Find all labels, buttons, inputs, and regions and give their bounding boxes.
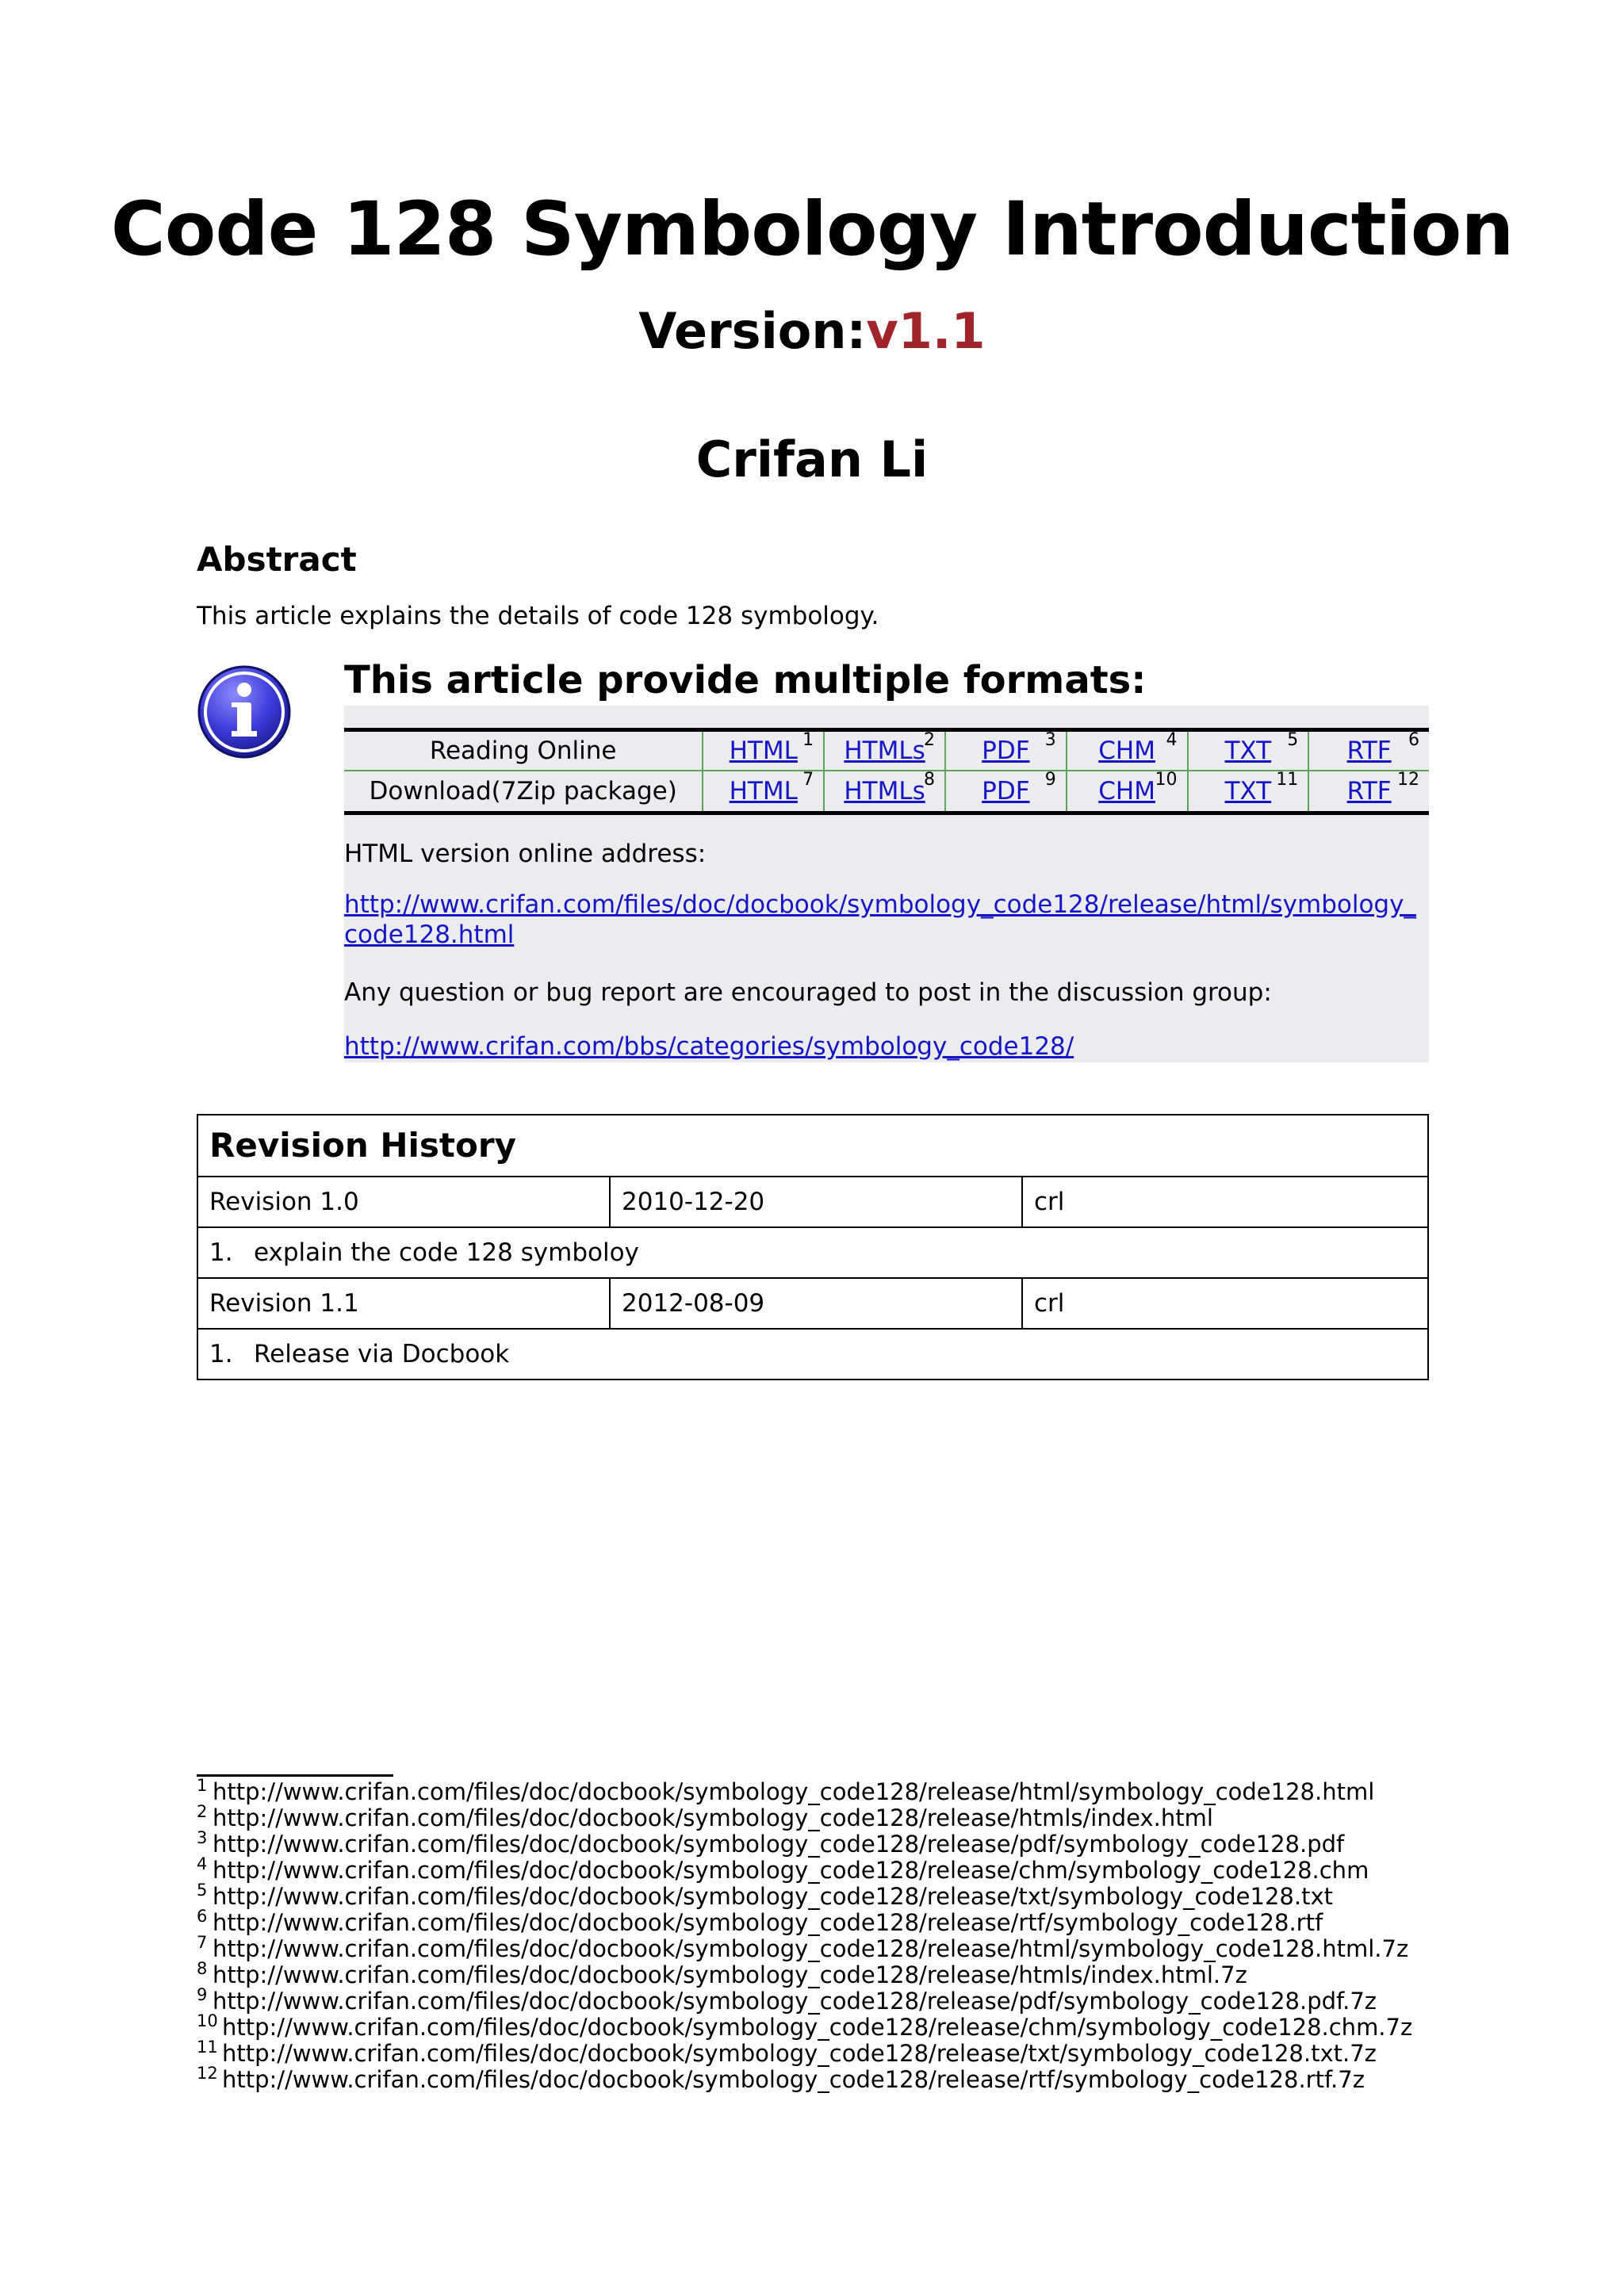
html-address-link[interactable]: http://www.crifan.com/files/doc/docbook/symbology_code128/release/html/symbology_ code128.html [344,890,1416,949]
revision-number: Revision 1.0 [197,1177,610,1227]
footnote-ref[interactable]: 4 [1166,730,1178,750]
footnote [197,1933,1412,1962]
footnote [197,2011,1413,2041]
footnotes-list [197,1776,1413,2093]
footnote-ref[interactable]: 3 [1044,730,1056,750]
revision-item-text: explain the code 128 symboloy [254,1238,639,1267]
footnote [197,2064,1412,2093]
footnote [197,2038,1412,2067]
html-address-label: HTML version online address: [344,840,707,868]
formats-row-download [344,771,1429,813]
revision-history-heading: Revision History [197,1115,1428,1177]
footnote-url[interactable]: http://www.crifan.com/files/doc/docbook/symbology_code128/release/pdf/symbology_code128.pdf [213,1831,1345,1858]
footnote-url[interactable]: http://www.crifan.com/files/doc/docbook/symbology_code128/release/chm/symbology_code128.chm [213,1857,1369,1884]
footnote-ref[interactable]: 6 [1408,730,1419,750]
formats-table [344,728,1429,815]
footnote-ref[interactable]: 10 [1155,770,1178,790]
revision-item-text: Release via Docbook [254,1340,510,1368]
link-txt-download[interactable]: TXT [1224,777,1272,806]
note-title: This article provide multiple formats: [344,658,1147,702]
revision-row [197,1278,1428,1329]
footnote-ref[interactable]: 9 [1044,770,1056,790]
footnote-url[interactable]: http://www.crifan.com/files/doc/docbook/symbology_code128/release/txt/symbology_code128.txt [213,1883,1333,1910]
link-html-download[interactable]: HTML [729,777,798,806]
footnote [197,1959,1412,1988]
link-htmls-online[interactable]: HTMLs [844,737,925,765]
footnote [197,1907,1412,1936]
link-pdf-online[interactable]: PDF [982,737,1030,765]
footnote-number: 9 [197,1985,208,2004]
footnote [197,1985,1412,2015]
format-cell [945,730,1067,771]
footnote-number: 7 [197,1933,208,1952]
abstract-heading: Abstract [197,540,357,579]
format-cell [1067,730,1188,771]
footnote-separator [197,1774,393,1777]
footnote-ref[interactable]: 2 [924,730,935,750]
version-number: v1.1 [866,302,986,360]
format-cell [824,730,945,771]
footnote-number: 3 [197,1828,208,1847]
footnote-url[interactable]: http://www.crifan.com/files/doc/docbook/symbology_code128/release/htmls/index.html [213,1804,1213,1831]
document-title: Code 128 Symbology Introduction [110,186,1514,273]
info-icon [197,664,292,760]
footnote [197,1802,1412,1831]
footnote-number: 11 [197,2038,218,2057]
footnote [197,1776,1412,1805]
revision-number: Revision 1.1 [197,1278,610,1329]
footnote-url[interactable]: http://www.crifan.com/files/doc/docbook/symbology_code128/release/chm/symbology_code128.chm.7z [222,2014,1413,2041]
format-cell [703,730,824,771]
footnote-url[interactable]: http://www.crifan.com/files/doc/docbook/symbology_code128/release/txt/symbology_code128.txt.7z [222,2040,1377,2067]
link-chm-online[interactable]: CHM [1098,737,1155,765]
abstract-text: This article explains the details of code 128 symbology. [197,602,879,630]
formats-row-reading-online [344,730,1429,771]
version-label: Version: [638,302,867,360]
footnote-number: 8 [197,1959,208,1978]
footnote-ref[interactable]: 8 [924,770,935,790]
footnote-url[interactable]: http://www.crifan.com/files/doc/docbook/symbology_code128/release/rtf/symbology_code128.rtf.7z [222,2066,1365,2093]
formats-row-label: Reading Online [344,730,703,771]
revision-item-number: 1. [209,1340,233,1368]
footnote-ref[interactable]: 11 [1276,770,1299,790]
footnote-number: 10 [197,2011,218,2030]
formats-row-label: Download(7Zip package) [344,771,703,813]
revision-notes [197,1329,1428,1380]
footnote-url[interactable]: http://www.crifan.com/files/doc/docbook/symbology_code128/release/htmls/index.html.7z [213,1961,1247,1988]
footnote-ref[interactable]: 12 [1397,770,1419,790]
footnote-number: 4 [197,1854,208,1873]
footnote-number: 12 [197,2064,218,2083]
footnote-ref[interactable]: 1 [802,730,814,750]
link-rtf-download[interactable]: RTF [1346,777,1392,806]
author-name: Crifan Li [695,430,929,488]
footnote-url[interactable]: http://www.crifan.com/files/doc/docbook/symbology_code128/release/html/symbology_code128.html.7z [213,1935,1409,1962]
revision-author: crl [1022,1278,1428,1329]
link-htmls-download[interactable]: HTMLs [844,777,925,806]
footnote [197,1854,1412,1884]
discussion-link[interactable]: http://www.crifan.com/bbs/categories/symbology_code128/ [344,1032,1074,1061]
footnote-url[interactable]: http://www.crifan.com/files/doc/docbook/symbology_code128/release/rtf/symbology_code128.rtf [213,1909,1323,1936]
format-cell [703,771,824,813]
footnote-ref[interactable]: 7 [802,770,814,790]
format-cell [1188,771,1309,813]
format-cell [945,771,1067,813]
footnote-url[interactable]: http://www.crifan.com/files/doc/docbook/symbology_code128/release/pdf/symbology_code128.pdf.7z [213,1988,1377,2015]
footnote-url[interactable]: http://www.crifan.com/files/doc/docbook/symbology_code128/release/html/symbology_code128.html [213,1778,1375,1805]
link-rtf-online[interactable]: RTF [1346,737,1392,765]
format-cell [1308,771,1429,813]
version-line [0,300,1624,363]
link-chm-download[interactable]: CHM [1098,777,1155,806]
format-cell [1067,771,1188,813]
footnote-number: 5 [197,1881,208,1900]
link-pdf-download[interactable]: PDF [982,777,1030,806]
discussion-label: Any question or bug report are encouraged to post in the discussion group: [344,978,1272,1007]
footnote-number: 1 [197,1776,208,1795]
format-cell [1188,730,1309,771]
footnote-number: 6 [197,1907,208,1926]
revision-item-number: 1. [209,1238,233,1267]
revision-history-header-row [197,1115,1428,1177]
link-html-online[interactable]: HTML [729,737,798,765]
footnote-number: 2 [197,1802,208,1821]
format-cell [1308,730,1429,771]
revision-history-table [197,1114,1429,1380]
revision-date: 2010-12-20 [610,1177,1022,1227]
format-cell [824,771,945,813]
footnote [197,1828,1412,1858]
revision-author: crl [1022,1177,1428,1227]
footnote [197,1881,1412,1910]
revision-notes [197,1227,1428,1278]
revision-row [197,1177,1428,1227]
revision-notes-row [197,1227,1428,1278]
link-txt-online[interactable]: TXT [1224,737,1272,765]
revision-date: 2012-08-09 [610,1278,1022,1329]
revision-notes-row [197,1329,1428,1380]
footnote-ref[interactable]: 5 [1287,730,1299,750]
